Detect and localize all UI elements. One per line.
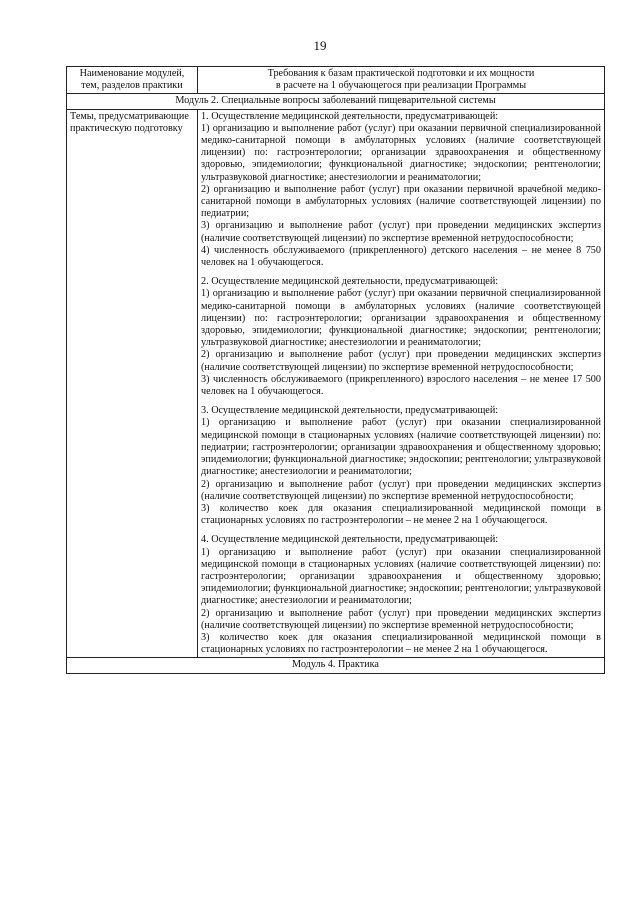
page-number: 19: [313, 38, 327, 53]
section-item: 2) организацию и выполнение работ (услуг) при оказании первичной врачебной медико-санитарной помощи в амбулаторных условиях (наличие соответствующей лицензии) по педиатрии;: [201, 183, 601, 220]
section-item: 4) численность обслуживаемого (прикрепленного) детского населения – не менее 8 750 человек на 1 обучающегося.: [201, 244, 601, 269]
requirements-table: [66, 66, 605, 674]
requirement-section: [201, 111, 601, 270]
section-heading: 1. Осуществление медицинской деятельности, предусматривающей:: [201, 110, 499, 122]
content-row: [67, 109, 605, 658]
section-item: 2) организацию и выполнение работ (услуг) при проведении медицинских экспертиз (наличие соответствующей лицензии) по экспертизе временной нетрудоспособности;: [201, 607, 601, 631]
requirement-section: [201, 534, 601, 656]
section-item: 3) количество коек для оказания специализированной медицинской помощи в стационарных условиях по гастроэнтерологии – не менее 2 на 1 обучающегося.: [201, 631, 601, 656]
topics-cell: Темы, предусматривающие практическую подготовку: [67, 109, 198, 658]
requirement-section: [201, 276, 601, 398]
requirement-section: [201, 405, 601, 527]
section-item: 3) организацию и выполнение работ (услуг) при проведении медицинских экспертиз (наличие соответствующей лицензии) по экспертизе временной нетрудоспособности;: [201, 220, 601, 244]
section-item: 1) организацию и выполнение работ (услуг) при оказании специализированной медицинской помощи в стационарных условиях (наличие соответствующей лицензии) по: педиатрии; гастроэнтерологии; организации здравоохранения и общественному здоровью; эпидемиологии; функциональной диагностике; эндоскопии; рентгенологии; ультразвуковой диагностике; анестезиологии и реаниматологии;: [201, 417, 601, 478]
section-item: 1) организацию и выполнение работ (услуг) при оказании специализированной медицинской помощи в стационарных условиях (наличие соответствующей лицензии) по: гастроэнтерологии; организации здравоохранения и общественному здоровью; эпидемиологии; функциональной диагностике; эндоскопии; рентгенологии; ультразвуковой диагностике; анестезиологии и реаниматологии;: [201, 546, 601, 607]
module-2-title: Модуль 2. Специальные вопросы заболеваний пищеварительной системы: [67, 94, 605, 109]
section-item: 2) организацию и выполнение работ (услуг) при проведении медицинских экспертиз (наличие соответствующей лицензии) по экспертизе временной нетрудоспособности;: [201, 349, 601, 373]
requirements-cell: [198, 109, 605, 658]
module-2-row: [67, 94, 605, 109]
section-item: 2) организацию и выполнение работ (услуг) при проведении медицинских экспертиз (наличие соответствующей лицензии) по экспертизе временной нетрудоспособности;: [201, 478, 601, 502]
header-requirements-line1: Требования к базам практической подготовки и их мощности: [267, 68, 535, 79]
section-item: 3) количество коек для оказания специализированной медицинской помощи в стационарных условиях по гастроэнтерологии – не менее 2 на 1 обучающегося.: [201, 502, 601, 527]
section-item: 1) организацию и выполнение работ (услуг) при оказании первичной специализированной медико-санитарной помощи в амбулаторных условиях (наличие соответствующей лицензии) по: гастроэнтерологии; организации здравоохранения и общественному здоровью, эпидемиологии; функциональной диагностике; эндоскопии; рентгенологии; ультразвуковой диагностике; анестезиологии и реаниматологии;: [201, 122, 601, 183]
header-modules-column: Наименование модулей, тем, разделов практики: [67, 67, 198, 94]
module-4-row: [67, 658, 605, 673]
section-heading: 2. Осуществление медицинской деятельности, предусматривающей:: [201, 276, 499, 288]
table-header-row: [67, 67, 605, 94]
header-requirements-column: [198, 67, 605, 94]
header-requirements-line2: в расчете на 1 обучающегося при реализации Программы: [275, 80, 527, 92]
section-item: 1) организацию и выполнение работ (услуг) при оказании первичной специализированной медико-санитарной помощи в амбулаторных условиях (наличие соответствующей лицензии) по: гастроэнтерологии; организации здравоохранения и общественному здоровью, эпидемиологии; функциональной диагностике; эндоскопии; рентгенологии; ультразвуковой диагностике; анестезиологии и реаниматологии;: [201, 288, 601, 349]
section-heading: 3. Осуществление медицинской деятельности, предусматривающей:: [201, 405, 499, 417]
section-heading: 4. Осуществление медицинской деятельности, предусматривающей:: [201, 534, 499, 546]
module-4-title: Модуль 4. Практика: [67, 658, 605, 673]
section-item: 3) численность обслуживаемого (прикрепленного) взрослого населения – не менее 17 500 человек на 1 обучающегося.: [201, 373, 601, 398]
